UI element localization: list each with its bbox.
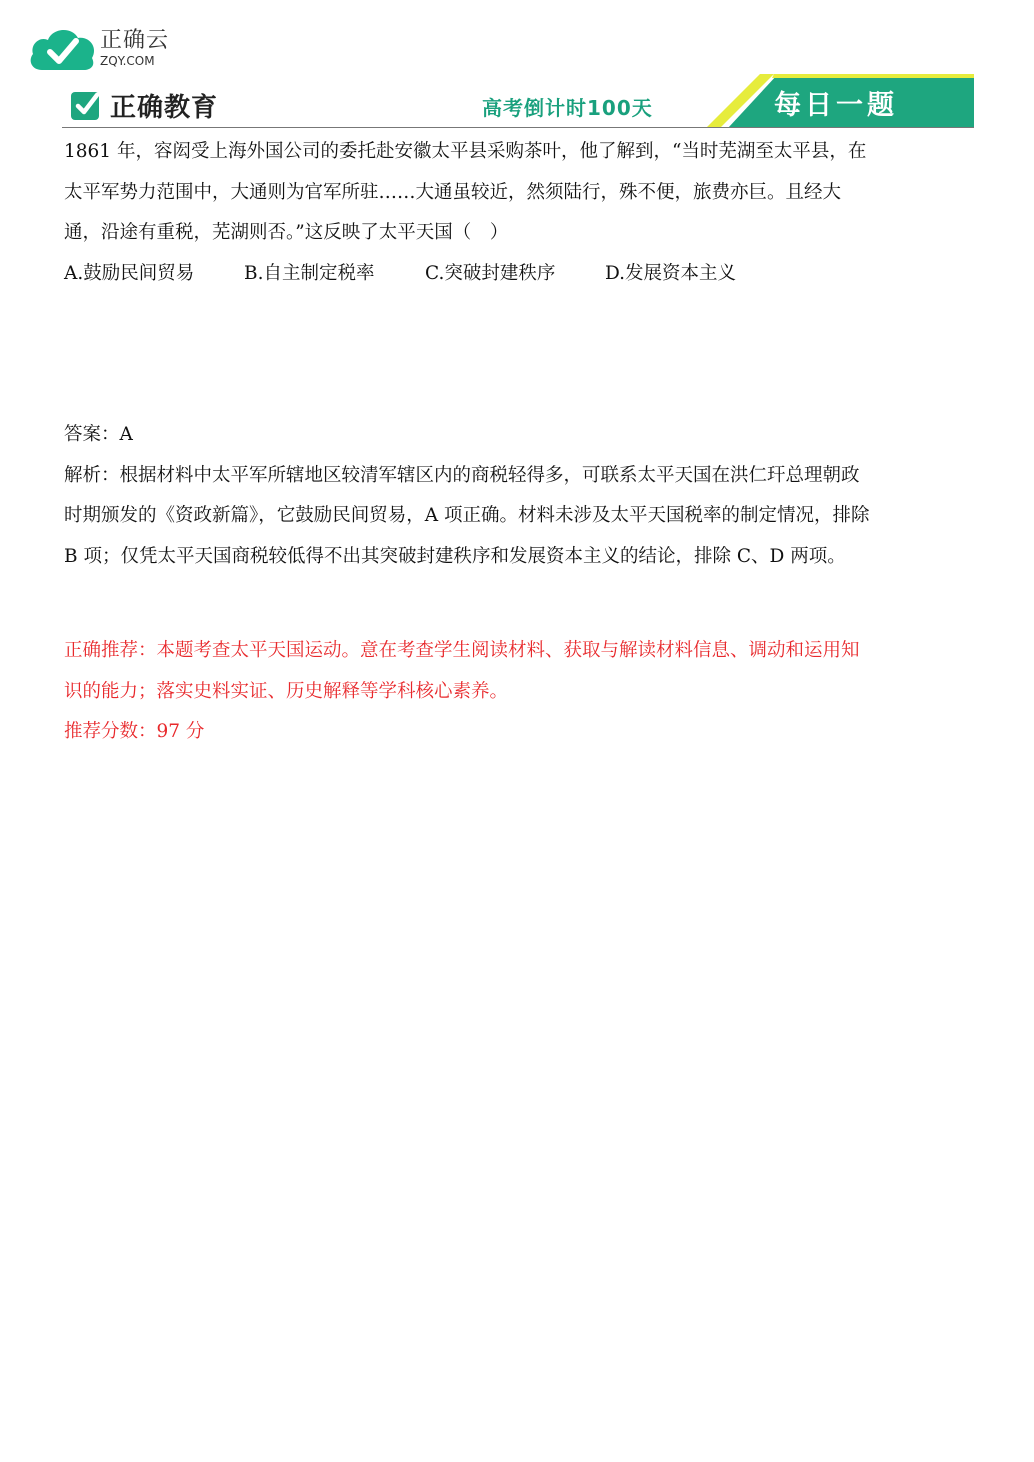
recommendation-line: 识的能力；落实史料实证、历史解释等学科核心素养。	[64, 680, 509, 702]
spacer	[64, 577, 976, 631]
option-d: D.发展资本主义	[605, 262, 737, 284]
logo-name: 正确云	[100, 28, 170, 53]
logo-url: ZQY.COM	[100, 54, 155, 68]
checkbox-icon	[70, 89, 102, 121]
header-divider	[62, 127, 974, 128]
question-content	[64, 132, 976, 753]
question-line: 1861 年，容闳受上海外国公司的委托赴安徽太平县采购茶叶，他了解到，“当时芜湖至太平县，在	[64, 141, 867, 162]
spacer	[64, 294, 976, 415]
header-banner	[62, 72, 974, 130]
option-b: B.自主制定税率	[244, 262, 375, 284]
answer-options	[64, 254, 976, 295]
zqy-logo	[28, 24, 188, 74]
recommended-score: 推荐分数：97 分	[64, 721, 205, 742]
option-a: A.鼓励民间贸易	[64, 262, 195, 284]
question-line: 通，沿途有重税，芜湖则否。”这反映了太平天国（ ）	[64, 222, 509, 243]
recommendation-line: 正确推荐：本题考查太平天国运动。意在考查学生阅读材料、获取与解读材料信息、调动和运用知	[64, 640, 860, 661]
cloud-check-icon	[28, 24, 98, 74]
analysis-line: 解析：根据材料中太平军所辖地区较清军辖区内的商税轻得多，可联系太平天国在洪仁玕总理朝政	[64, 464, 860, 486]
edu-brand-name: 正确教育	[110, 93, 219, 123]
analysis-line: 时期颁发的《资政新篇》，它鼓励民间贸易，A 项正确。材料未涉及太平天国税率的制定情况，排除	[64, 505, 870, 526]
daily-question-tag: 每日一题	[774, 90, 898, 121]
answer-text: 答案：A	[64, 424, 133, 445]
countdown-text: 高考倒计时100天	[482, 96, 653, 120]
analysis-line: B 项；仅凭太平天国商税较低得不出其突破封建秩序和发展资本主义的结论，排除 C、D 两项。	[64, 545, 846, 567]
option-c: C.突破封建秩序	[425, 262, 556, 284]
question-line: 太平军势力范围中，大通则为官军所驻……大通虽较近，然须陆行，殊不便，旅费亦巨。且经大	[64, 181, 842, 203]
